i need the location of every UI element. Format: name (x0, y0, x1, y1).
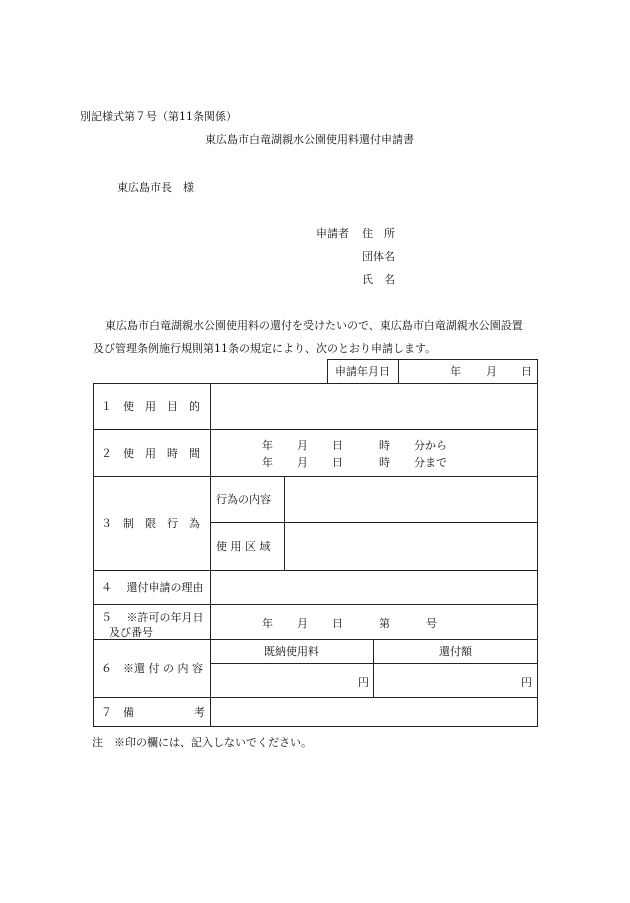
row3-label: ３ 制 限 行 為 (101, 517, 200, 530)
form-number: 別記様式第７号（第11条関係） (80, 110, 237, 123)
row6-refund-header: 還付額 (439, 645, 472, 658)
row5-day: 日 (332, 617, 343, 630)
row2-day-1: 日 (332, 439, 343, 452)
row2-month-2: 月 (297, 456, 308, 469)
row7-label-left: ７ 備 (101, 705, 134, 719)
row6-refund-unit: 円 (521, 676, 532, 689)
row2-month-1: 月 (297, 439, 308, 452)
row5-number-suffix: 号 (426, 617, 437, 630)
row5-year: 年 (262, 617, 273, 630)
row6-paid-fee-unit: 円 (358, 676, 369, 689)
date-day: 日 (521, 365, 532, 378)
date-month: 月 (486, 365, 497, 378)
row5-number-prefix: 第 (379, 617, 390, 630)
date-year: 年 (450, 365, 461, 378)
row3-sub-area: 使 用 区 域 (216, 540, 271, 553)
row2-year-2: 年 (262, 456, 273, 469)
row1-label: １ 使 用 目 的 (101, 400, 200, 413)
row5-label-line2: 及び番号 (109, 626, 153, 639)
addressee: 東広島市長 様 (117, 181, 194, 194)
row6-paid-fee-header: 既納使用料 (264, 645, 319, 658)
row2-hour-1: 時 (379, 439, 390, 452)
date-label: 申請年月日 (335, 365, 390, 378)
row4-label: ４ 還付申請の理由 (101, 581, 204, 594)
row2-minute-2: 分まで (414, 456, 447, 469)
row2-hour-2: 時 (379, 456, 390, 469)
row2-minute-1: 分から (414, 439, 447, 452)
row5-month: 月 (297, 617, 308, 630)
applicant-label: 申請者 (316, 227, 349, 240)
address-label: 住 所 (362, 227, 395, 240)
body-text-line2: 及び管理条例施行規則第11条の規定により、次のとおり申請します。 (93, 342, 437, 355)
row2-year-1: 年 (262, 439, 273, 452)
row5-label-line1: ５ ※許可の年月日 (101, 611, 204, 624)
row6-label: ６ ※還 付 の 内 容 (101, 662, 203, 675)
group-label: 団体名 (362, 250, 395, 263)
footnote: 注 ※印の欄には、記入しないでください。 (92, 736, 312, 749)
row2-label: ２ 使 用 時 間 (101, 446, 200, 460)
application-table (93, 359, 538, 727)
page-title: 東広島市白竜湖親水公園使用料還付申請書 (205, 133, 414, 146)
row7-label-right: 考 (194, 705, 205, 719)
row3-sub-activity: 行為の内容 (216, 493, 271, 506)
body-text-line1: 東広島市白竜湖親水公園使用料の還付を受けたいので、東広島市白竜湖親水公園設置 (105, 319, 523, 332)
row2-day-2: 日 (332, 456, 343, 469)
name-label: 氏 名 (362, 273, 395, 286)
